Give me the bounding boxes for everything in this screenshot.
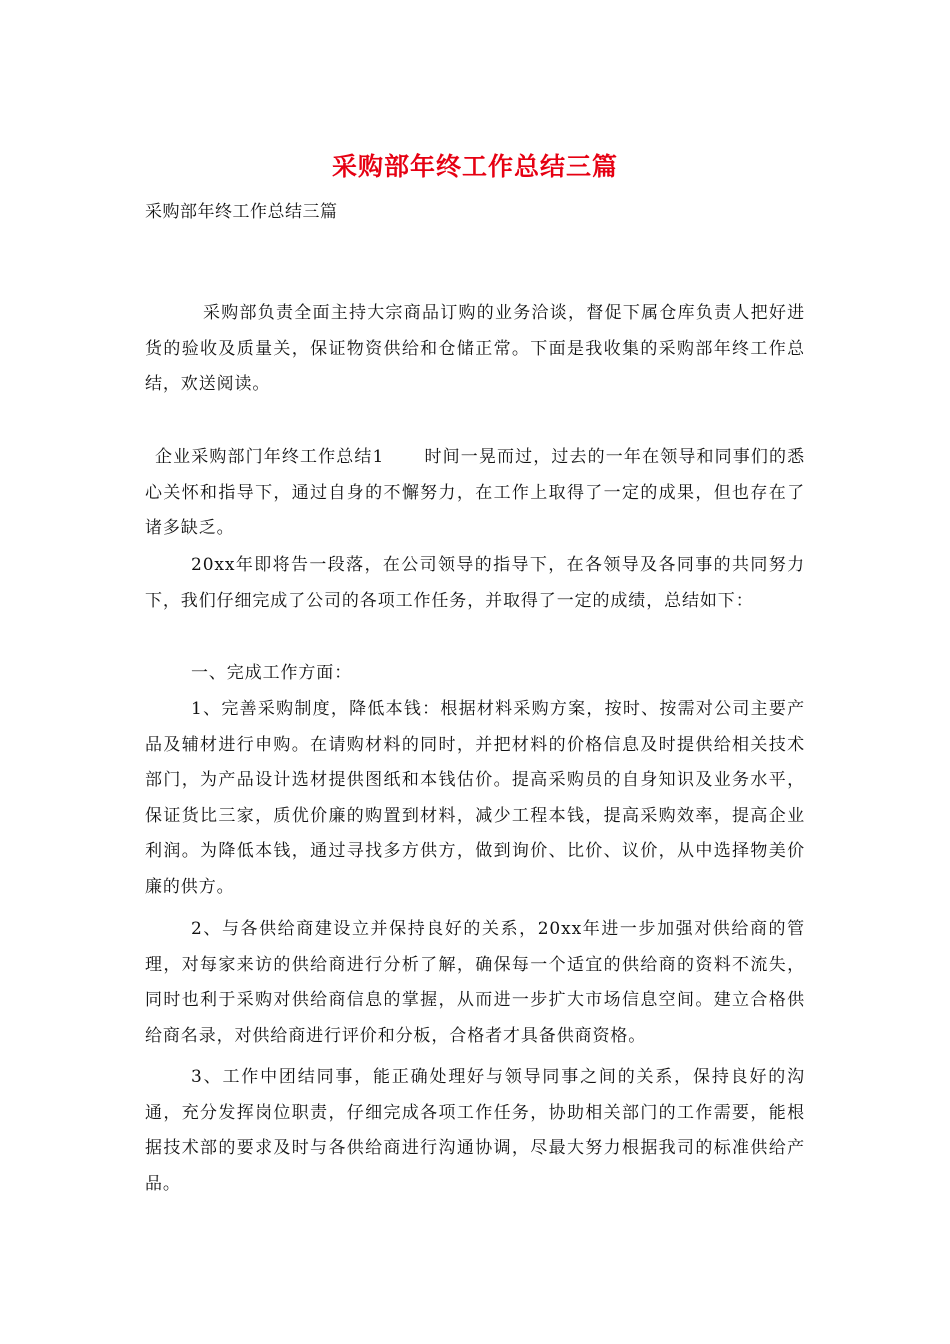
section-1-paragraph: [145, 440, 805, 547]
item-2-paragraph: 2、与各供给商建设立并保持良好的关系，20xx年进一步加强对供给商的管理，对每家来访的供给商进行分析了解，确保每一个适宜的供给商的资料不流失，同时也利于采购对供给商信息的掌握，从而进一步扩大市场信息空间。建立合格供给商名录，对供给商进行评价和分板，合格者才具备供商资格。: [145, 919, 805, 1046]
document-subtitle: 采购部年终工作总结三篇: [145, 202, 338, 222]
intro-paragraph: 采购部负责全面主持大宗商品订购的业务洽谈，督促下属仓库负责人把好进货的验收及质量关，保证物资供给和仓储正常。下面是我收集的采购部年终工作总结，欢送阅读。: [145, 303, 805, 395]
part-heading: 一、完成工作方面：: [191, 663, 353, 683]
section-1-opening: 时间一晃而过，过去的一年在领导和同事们的悉心关怀和指导下，通过自身的不懈努力，在工作上取得了一定的成果，但也存在了诸多缺乏。: [145, 447, 806, 539]
section-1-heading: 企业采购部门年终工作总结1: [155, 447, 385, 467]
item-3-paragraph: 3、工作中团结同事，能正确处理好与领导同事之间的关系，保持良好的沟通，充分发挥岗位职责，仔细完成各项工作任务，协助相关部门的工作需要，能根据技术部的要求及时与各供给商进行沟通协调，尽最大努力根据我司的标准供给产品。: [145, 1067, 805, 1194]
item-1-paragraph: 1、完善采购制度，降低本钱：根据材料采购方案，按时、按需对公司主要产品及辅材进行申购。在请购材料的同时，并把材料的价格信息及时提供给相关技术部门，为产品设计选材提供图纸和本钱估价。提高采购员的自身知识及业务水平，保证货比三家，质优价廉的购置到材料，减少工程本钱，提高采购效率，提高企业利润。为降低本钱，通过寻找多方供方，做到询价、比价、议价，从中选择物美价廉的供方。: [145, 699, 805, 897]
document-title: 采购部年终工作总结三篇: [331, 152, 618, 181]
year-paragraph: 20xx年即将告一段落，在公司领导的指导下，在各领导及各同事的共同努力下，我们仔细完成了公司的各项工作任务，并取得了一定的成绩，总结如下：: [145, 555, 805, 611]
